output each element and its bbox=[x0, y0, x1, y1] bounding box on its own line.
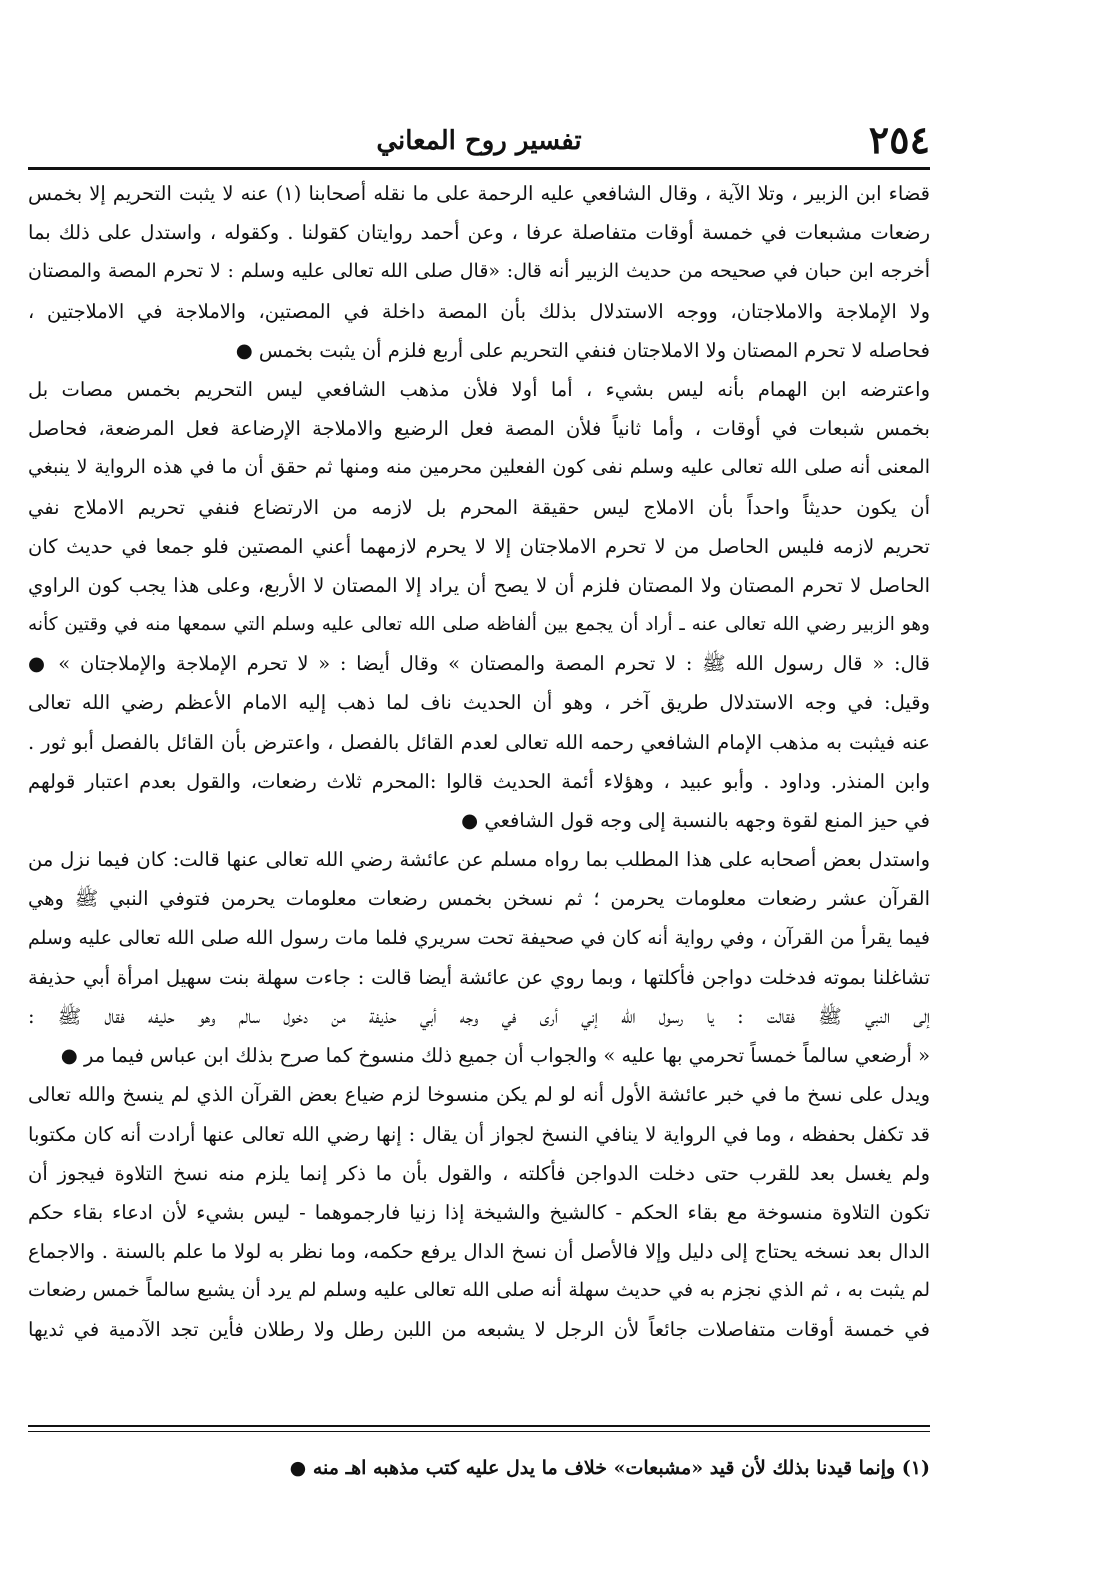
page-number: ٢٥٤ bbox=[868, 117, 930, 162]
text-line: قضاء ابن الزبير ، وتلا الآية ، وقال الشافعي عليه الرحمة على ما نقله أصحابنا (١) عنه لا يثبت التحريم إلا بخمس bbox=[28, 182, 930, 205]
text-line: « أرضعي سالماً خمساً تحرمي بها عليه » والجواب أن جميع ذلك منسوخ كما صرح بذلك ابن عباس فيما مر ● bbox=[60, 1044, 930, 1068]
text-line: تكون التلاوة منسوخة مع بقاء الحكم - كالشيخ والشيخة إذا زنيا فارجموهما - ليس بشيء لأن ادعاء بقاء حكم bbox=[28, 1200, 930, 1224]
text-line: واستدل بعض أصحابه على هذا المطلب بما رواه مسلم عن عائشة رضي الله تعالى عنها قالت: كان فيما نزل من bbox=[28, 848, 930, 872]
text-line: قد تكفل بحفظه ، وما في الرواية لا ينافي النسخ لجواز أن يقال : إنها رضي الله تعالى عنها أرادت أنه كان مكتوبا bbox=[28, 1122, 930, 1146]
running-title: تفسير روح المعاني bbox=[376, 126, 582, 156]
text-line: تشاغلنا بموته فدخلت دواجن فأكلتها ، وبما روي عن عائشة أيضا قالت : جاءت سهلة بنت سهيل امرأة أبي حذيفة bbox=[28, 965, 930, 989]
header-rule bbox=[28, 167, 930, 170]
text-line: وابن المنذر. وداود . وأبو عبيد ، وهؤلاء أئمة الحديث قالوا :المحرم ثلاث رضعات، والقول بعدم اعتبار قولهم bbox=[28, 769, 930, 793]
text-line: تحريم لازمه فليس الحاصل من لا تحرم الاملاجتان إلا لا يحرم لازمهما أعني المصتين فلو جمعا في حديث كان bbox=[28, 534, 930, 558]
text-line: الدال بعد نسخه يحتاج إلى دليل وإلا فالأصل أن نسخ الدال يرفع حكمه، وما نظر به لولا ما علم بالسنة . والاجماع bbox=[28, 1240, 930, 1264]
text-line: واعترضه ابن الهمام بأنه ليس بشيء ، أما أولا فلأن مذهب الشافعي ليس التحريم بخمس مصات بل bbox=[28, 377, 930, 401]
text-line: لم يثبت به ، ثم الذي نجزم به في حديث سهلة أنه صلى الله تعالى عليه وسلم لم يرد أن يشبع سالماً خمس رضعات bbox=[28, 1279, 930, 1302]
text-line: ولم يغسل بعد للقرب حتى دخلت الدواجن فأكلته ، والقول بأن ما ذكر إنما يلزم منه نسخ التلاوة فيجوز أن bbox=[28, 1161, 930, 1185]
text-line: بخمس شبعات في أوقات ، وأما ثانياً فلأن المصة فعل الرضيع والاملاجة الإرضاعة فعل المرضعة، فحاصل bbox=[28, 417, 930, 441]
text-line: فحاصله لا تحرم المصتان ولا الاملاجتان فنفي التحريم على أربع فلزم أن يثبت بخمس ● bbox=[235, 338, 930, 362]
text-line: المعنى أنه صلى الله تعالى عليه وسلم نفى كون الفعلين محرمين منه ومنها ثم حقق أن ما في هذه الرواية لا ينبغي bbox=[28, 456, 930, 479]
text-line: فيما يقرأ من القرآن ، وفي رواية أنه كان في صحيفة تحت سريري فلما مات رسول الله صلى الله تعالى عليه وسلم bbox=[28, 926, 930, 949]
text-line: قال: « قال رسول الله ﷺ : لا تحرم المصة والمصتان » وقال أيضا : « لا تحرم الإملاجة والإملاجتان » ● bbox=[28, 652, 930, 676]
text-line: وقيل: في وجه الاستدلال طريق آخر ، وهو أن الحديث ناف لما ذهب إليه الامام الأعظم رضي الله تعالى bbox=[28, 691, 930, 715]
text-line: في حيز المنع لقوة وجهه بالنسبة إلى وجه قول الشافعي ● bbox=[461, 809, 930, 832]
page-header bbox=[28, 118, 930, 168]
footnote: (١) وإنما قيدنا بذلك لأن قيد «مشبعات» خلاف ما يدل عليه كتب مذهبه اهـ منه ● bbox=[289, 1457, 930, 1479]
text-line: وهو الزبير رضي الله تعالى عنه ـ أراد أن يجمع بين ألفاظه صلى الله تعالى عليه وسلم التي سمعها منه في وقتين كأنه bbox=[28, 614, 930, 636]
text-line: ويدل على نسخ ما في خبر عائشة الأول أنه لو لم يكن منسوخا لزم ضياع بعض القرآن الذي لم ينسخ والله تعالى bbox=[28, 1083, 930, 1107]
footnote-separator-thin bbox=[28, 1431, 930, 1432]
text-line: عنه فيثبت به مذهب الإمام الشافعي رحمه الله تعالى لعدم القائل بالفصل ، واعترض بأن القائل بالفصل أبو ثور . bbox=[28, 730, 930, 754]
text-line: رضعات مشبعات في خمسة أوقات متفاصلة عرفا ، وعن أحمد روايتان كقولنا . وكقوله ، واستدل على ذلك بما bbox=[28, 221, 930, 245]
text-line: أن يكون حديثاً واحداً بأن الاملاج ليس حقيقة المحرم بل لازمه من الارتضاع فنفي تحريم الاملاج نفي bbox=[28, 495, 930, 519]
text-line: ولا الإملاجة والاملاجتان، ووجه الاستدلال بذلك بأن المصة داخلة في المصتين، والاملاجة في الاملاجتين ، bbox=[28, 299, 930, 323]
body-text bbox=[28, 174, 930, 1350]
text-line: القرآن عشر رضعات معلومات يحرمن ؛ ثم نسخن بخمس رضعات معلومات يحرمن فتوفي النبي ﷺ وهي bbox=[28, 887, 930, 911]
footnote-separator bbox=[28, 1425, 930, 1427]
text-line: أخرجه ابن حبان في صحيحه من حديث الزبير أنه قال: «قال صلى الله تعالى عليه وسلم : لا تحرم المصة والمصتان bbox=[28, 260, 930, 283]
text-line: إلى النبي ﷺ فقالت : يا رسول الله إني أرى في وجه أبي حذيفة من دخول سالم وهو حليفه فقال ﷺ : bbox=[28, 1004, 930, 1028]
text-line: الحاصل لا تحرم المصتان ولا المصتان فلزم أن لا يصح أن يراد إلا المصتان لا الأربع، وعلى هذا يجب كون الراوي bbox=[28, 573, 930, 597]
text-line: في خمسة أوقات متفاصلات جائعاً لأن الرجل لا يشبعه من اللبن رطل ولا رطلان فأين تجد الآدمية في ثديها bbox=[28, 1318, 930, 1342]
